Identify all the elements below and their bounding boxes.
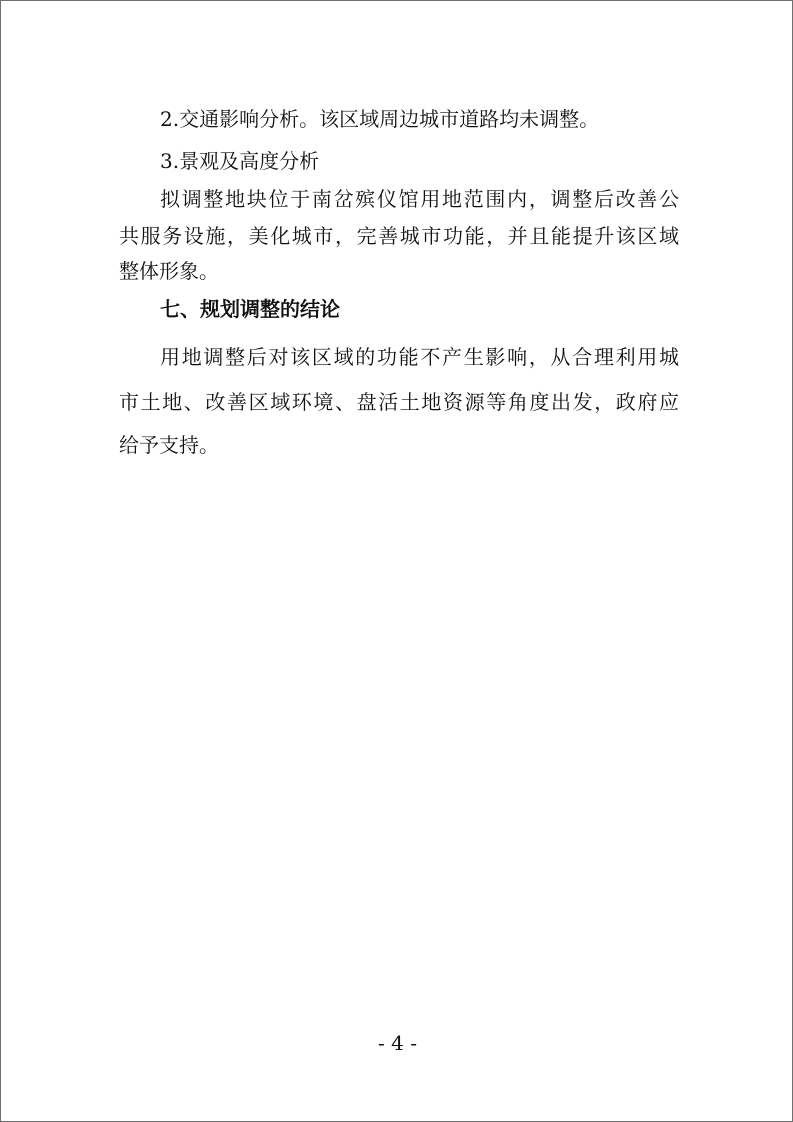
landscape-body-line-2: 共服务设施，美化城市，完善城市功能，并且能提升该区域 — [119, 224, 679, 248]
landscape-body-line-3: 整体形象。 — [119, 259, 219, 283]
conclusion-body-line-1: 用地调整后对该区域的功能不产生影响，从合理利用城 — [160, 345, 679, 369]
landscape-body-line-1: 拟调整地块位于南岔殡仪馆用地范围内，调整后改善公 — [160, 187, 679, 211]
page-number: - 4 - — [378, 1031, 417, 1055]
traffic-analysis-line: 2.交通影响分析。该区域周边城市道路均未调整。 — [160, 107, 600, 131]
conclusion-heading: 七、规划调整的结论 — [160, 297, 340, 321]
landscape-heading: 3.景观及高度分析 — [160, 149, 320, 173]
conclusion-body-line-3: 给予支持。 — [119, 433, 219, 457]
conclusion-body-line-2: 市土地、改善区域环境、盘活土地资源等角度出发，政府应 — [119, 390, 679, 414]
